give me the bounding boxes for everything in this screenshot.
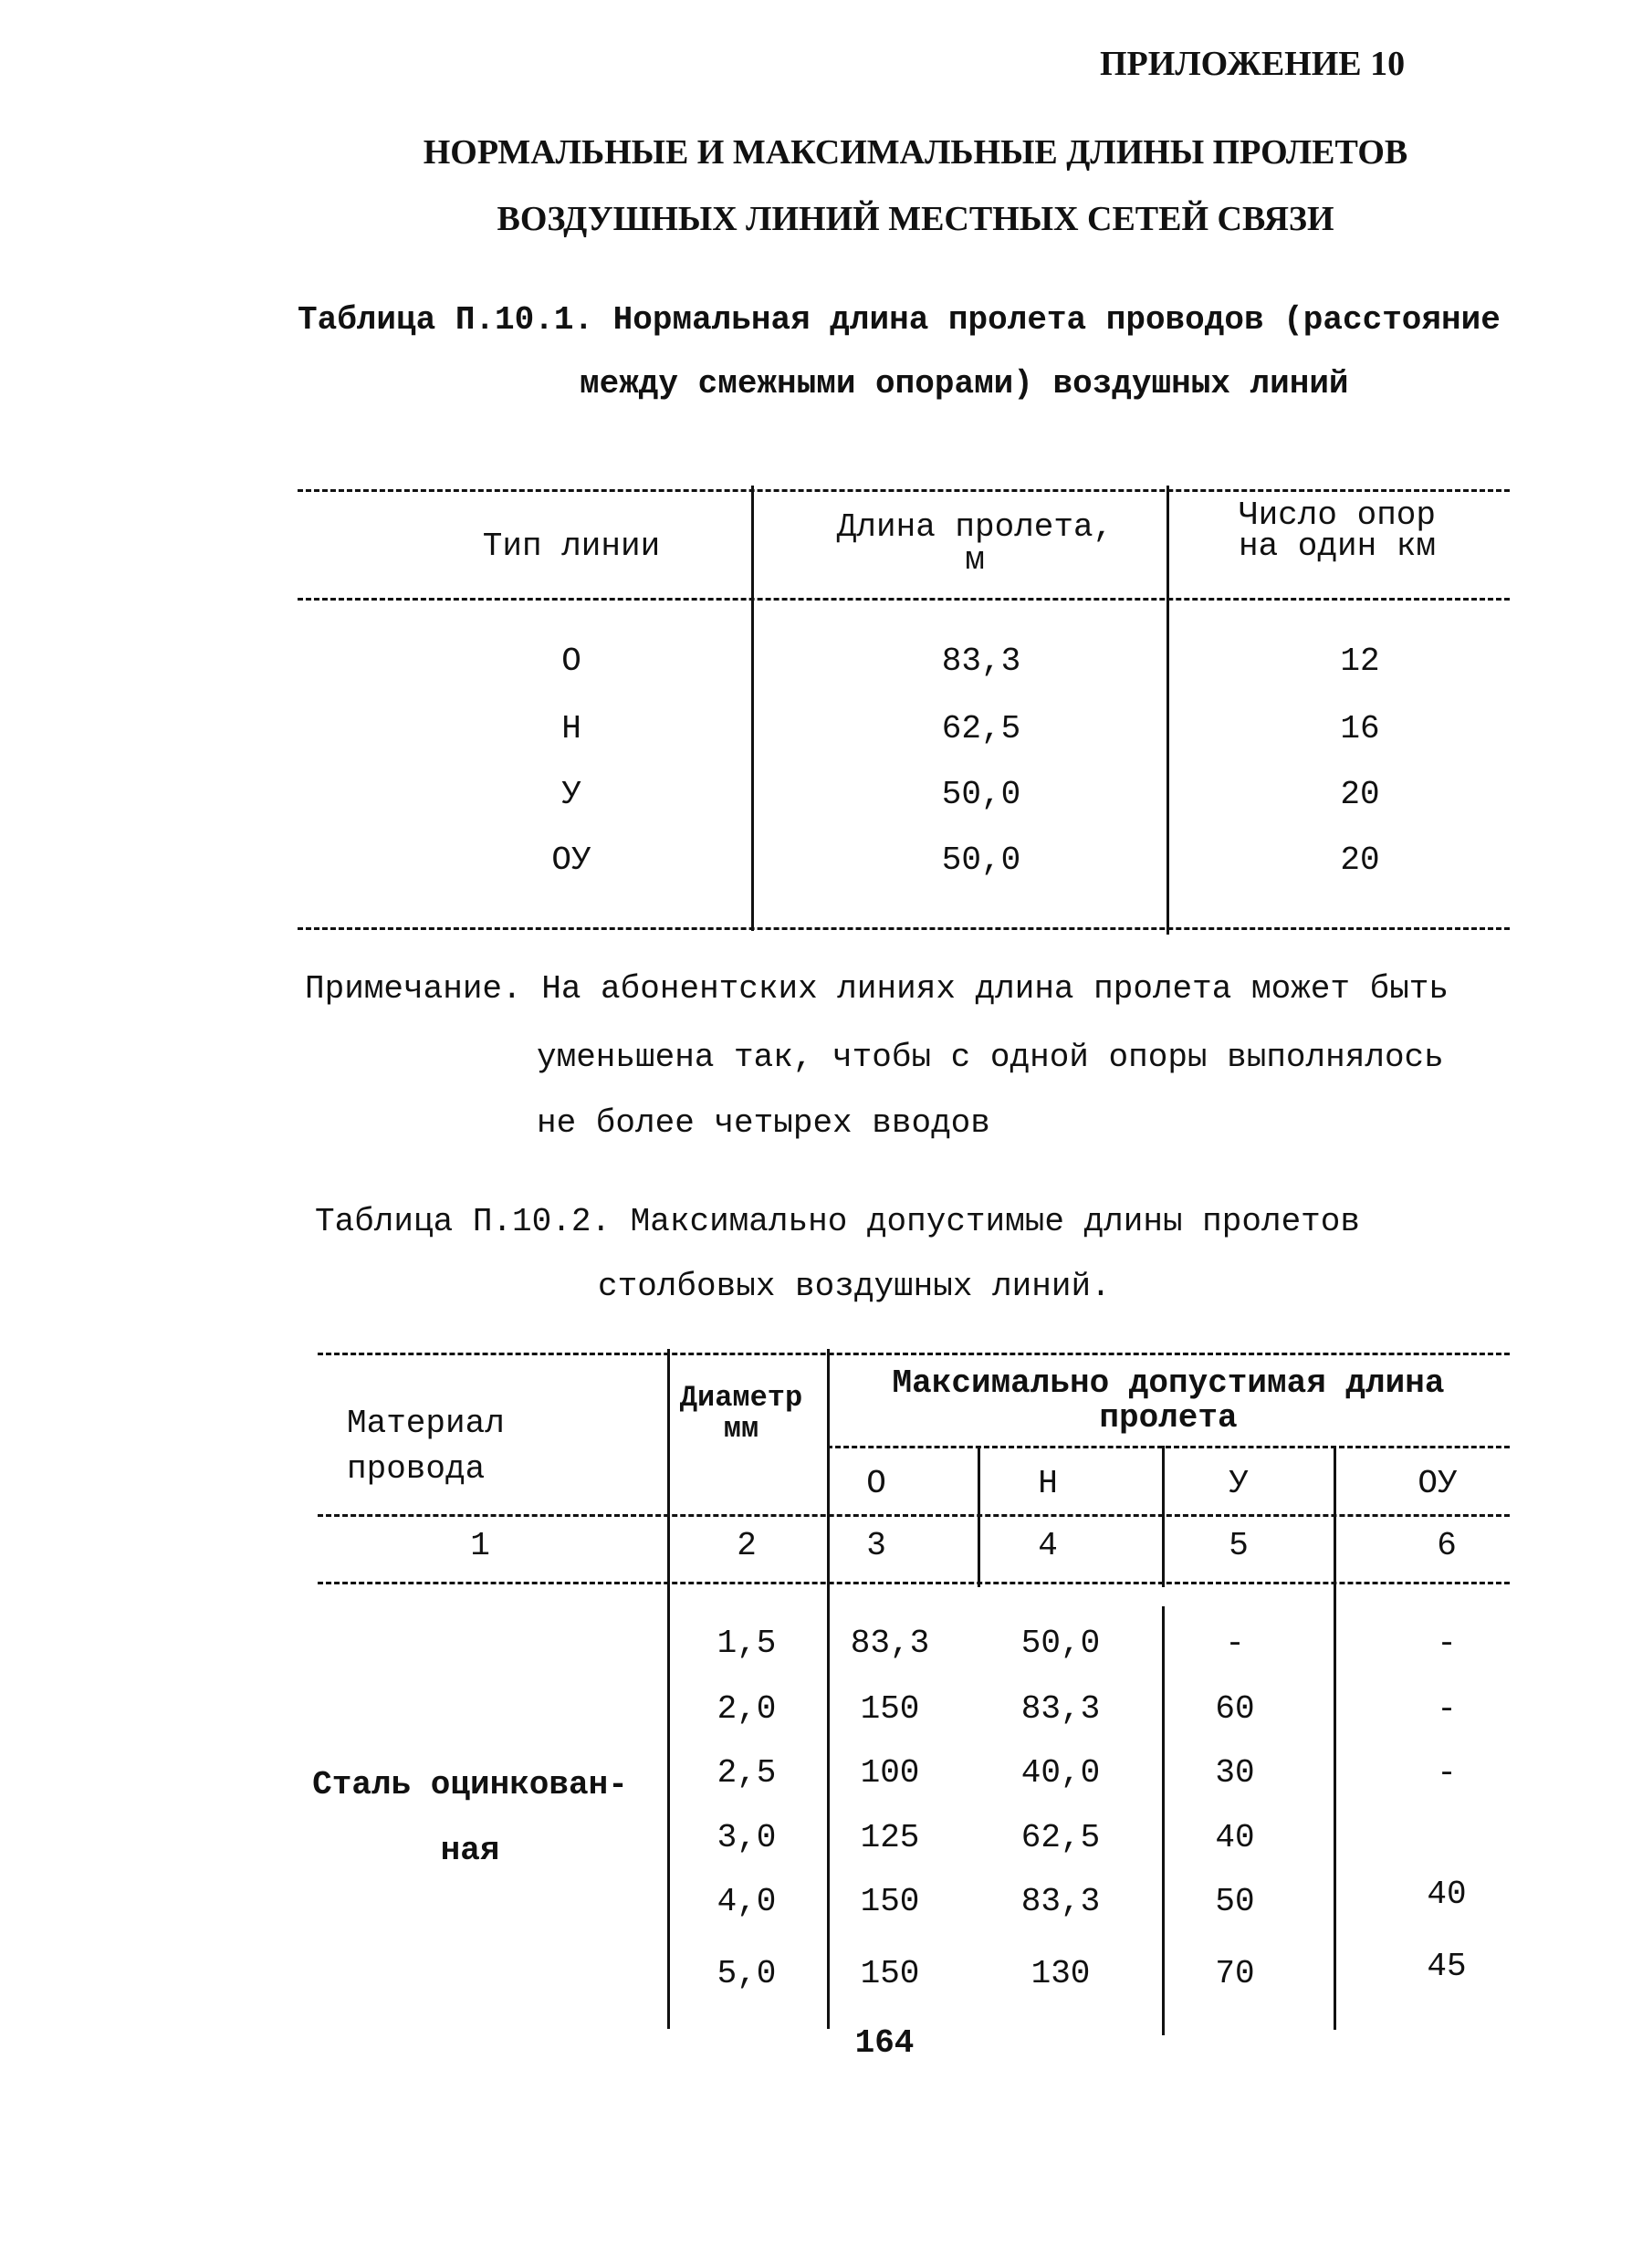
table1-cell: 20	[1340, 841, 1380, 879]
table1-cell: Н	[561, 710, 581, 747]
table2-cell: -	[1437, 1690, 1457, 1728]
page-number: 164	[854, 2024, 915, 2062]
table1-caption-2: между смежными опорами) воздушных линий	[580, 365, 1349, 402]
table2-cell: 4,0	[717, 1883, 777, 1920]
table1-cell: 83,3	[941, 643, 1021, 680]
column-number: 3	[866, 1527, 886, 1564]
column-number: 5	[1229, 1527, 1249, 1564]
table2-cell: 150	[860, 1955, 920, 1992]
table2-caption-2: столбовых воздушных линий.	[598, 1268, 1111, 1305]
header-line-type: О	[866, 1465, 886, 1502]
table2-cell: -	[1437, 1625, 1457, 1662]
table1-cell: 12	[1340, 643, 1380, 680]
table2-cell: 40	[1215, 1819, 1255, 1856]
table2-cell: 130	[1030, 1955, 1091, 1992]
table2-caption-1: Таблица П.10.2. Максимально допустимые длины пролетов	[315, 1203, 1360, 1240]
table2-cell: 150	[860, 1690, 920, 1728]
table1-cell: 16	[1340, 710, 1380, 747]
table2-cell: 30	[1215, 1754, 1255, 1792]
table2-cell: 5,0	[717, 1955, 777, 1992]
note-line-3: не более четырех вводов	[537, 1104, 990, 1142]
header-line-type: ОУ	[1418, 1465, 1458, 1502]
table2-cell: 83,3	[1020, 1883, 1101, 1920]
header-diameter: Диаметр мм	[679, 1381, 803, 1446]
note-line-1: Примечание. На абонентских линиях длина пролета может быть	[305, 970, 1449, 1008]
title-line-2: ВОЗДУШНЫХ ЛИНИЙ МЕСТНЫХ СЕТЕЙ СВЯЗИ	[497, 200, 1334, 238]
table1-cell: 20	[1340, 776, 1380, 813]
header-max-length: Максимально допустимая длина пролета	[892, 1364, 1445, 1437]
table2-cell: 125	[860, 1819, 920, 1856]
material-steel-galvanized: Сталь оцинкован- ная	[312, 1766, 628, 1869]
table2-cell: 70	[1215, 1955, 1255, 1992]
table2-cell: 45	[1427, 1948, 1467, 1985]
table2-cell: 83,3	[1020, 1690, 1101, 1728]
table1-cell: ОУ	[551, 841, 591, 879]
table1-cell: 50,0	[941, 776, 1021, 813]
table2-cell: 40	[1427, 1876, 1467, 1913]
table2-cell: 1,5	[717, 1625, 777, 1662]
table2-cell: 3,0	[717, 1819, 777, 1856]
header-line-type: У	[1229, 1465, 1249, 1502]
table2-cell: 50,0	[1020, 1625, 1101, 1662]
column-number: 6	[1437, 1527, 1457, 1564]
table2-cell: 2,0	[717, 1690, 777, 1728]
table2-cell: -	[1437, 1754, 1457, 1792]
header-material: Материал провода	[347, 1405, 505, 1488]
table2-cell: 2,5	[717, 1754, 777, 1792]
table2-cell: 100	[860, 1754, 920, 1792]
header-line-type: Тип линии	[482, 528, 661, 565]
table1-cell: У	[561, 776, 581, 813]
header-span-length: Длина пролета, м	[836, 508, 1114, 579]
table2-cell: 150	[860, 1883, 920, 1920]
header-line-type: Н	[1038, 1465, 1058, 1502]
column-number: 4	[1038, 1527, 1058, 1564]
table2-cell: 62,5	[1020, 1819, 1101, 1856]
table2-cell: 60	[1215, 1690, 1255, 1728]
table2-cell: 40,0	[1020, 1754, 1101, 1792]
title-line-1: НОРМАЛЬНЫЕ И МАКСИМАЛЬНЫЕ ДЛИНЫ ПРОЛЕТОВ	[423, 133, 1408, 172]
table2-cell: -	[1225, 1625, 1245, 1662]
header-poles-per-km: Число опор на один км	[1238, 496, 1437, 565]
table2-cell: 50	[1215, 1883, 1255, 1920]
appendix-label: ПРИЛОЖЕНИЕ 10	[1100, 45, 1406, 83]
note-line-2: уменьшена так, чтобы с одной опоры выполнялось	[537, 1039, 1444, 1076]
table1-cell: 62,5	[941, 710, 1021, 747]
table2-cell: 83,3	[850, 1625, 930, 1662]
table1-caption-1: Таблица П.10.1. Нормальная длина пролета проводов (расстояние	[298, 301, 1501, 339]
column-number: 1	[470, 1527, 490, 1564]
table1-cell: О	[561, 643, 581, 680]
table1-cell: 50,0	[941, 841, 1021, 879]
column-number: 2	[737, 1527, 757, 1564]
